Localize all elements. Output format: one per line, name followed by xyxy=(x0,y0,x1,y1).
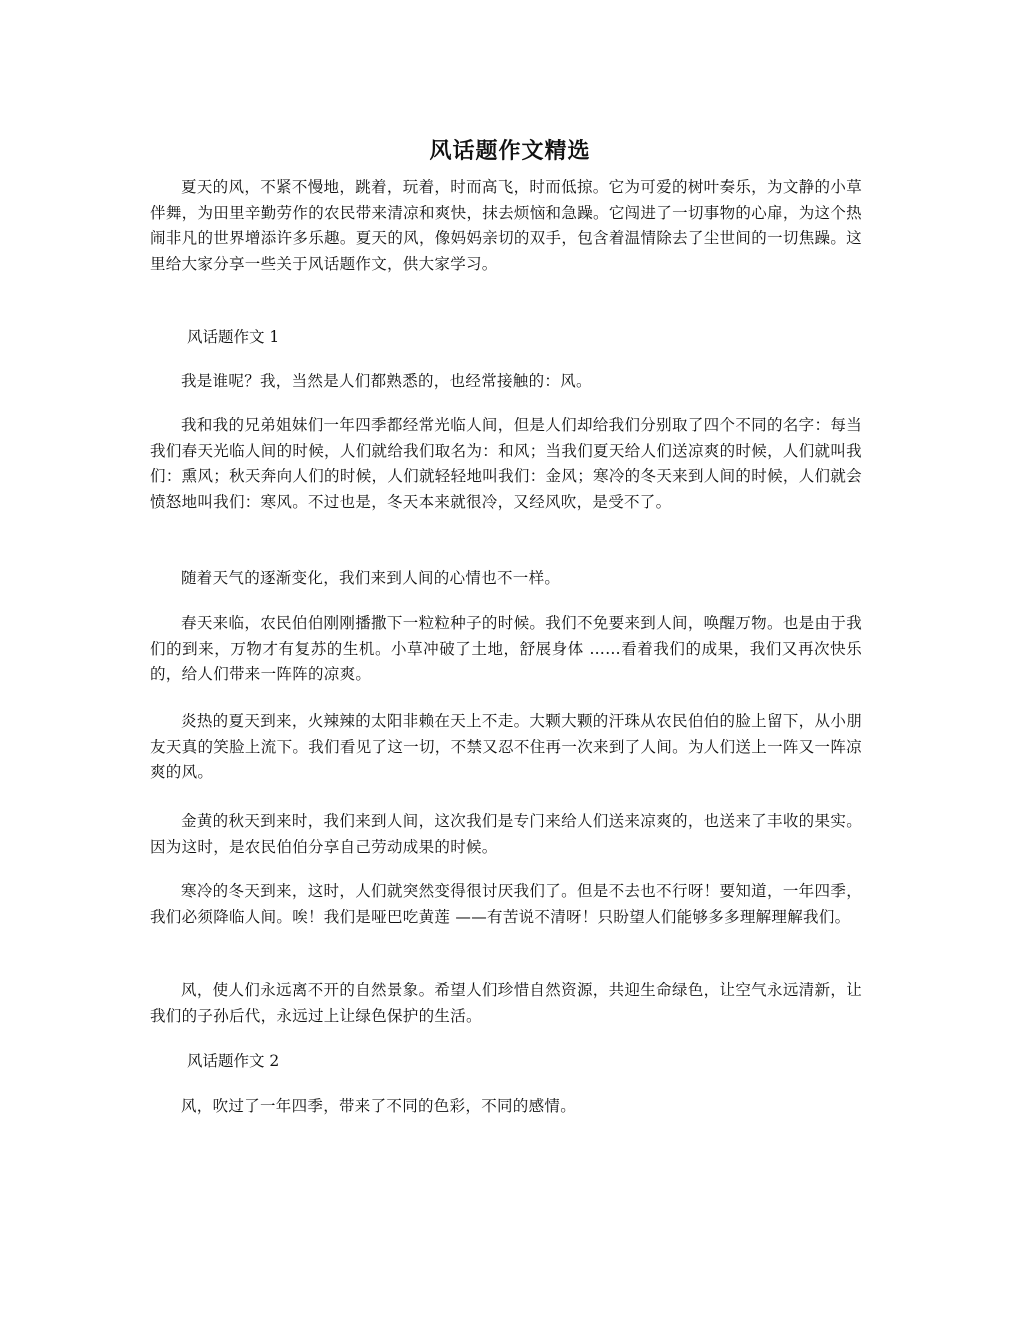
essay-1-paragraph-4: 春天来临，农民伯伯刚刚播撒下一粒粒种子的时候。我们不免要来到人间，唤醒万物。也是由于我们的到来，万物才有复苏的生机。小草冲破了土地，舒展身体 ……看着我们的成果，我们又再次快乐的，给人们带来一阵阵的凉爽。 xyxy=(150,614,862,684)
document-title: 风话题作文精选 xyxy=(429,137,591,164)
essay-2-heading: 风话题作文 2 xyxy=(187,1052,280,1070)
essay-1-paragraph-5: 炎热的夏天到来，火辣辣的太阳非赖在天上不走。大颗大颗的汗珠从农民伯伯的脸上留下，从小朋友天真的笑脸上流下。我们看见了这一切，不禁又忍不住再一次来到了人间。为人们送上一阵又一阵凉爽的风。 xyxy=(150,712,862,782)
essay-2-paragraph-1: 风，吹过了一年四季，带来了不同的色彩，不同的感情。 xyxy=(181,1097,577,1115)
essay-1-heading: 风话题作文 1 xyxy=(187,328,280,346)
essay-1-paragraph-6: 金黄的秋天到来时，我们来到人间，这次我们是专门来给人们送来凉爽的，也送来了丰收的果实。因为这时，是农民伯伯分享自己劳动成果的时候。 xyxy=(150,812,862,856)
essay-1-paragraph-2: 我和我的兄弟姐妹们一年四季都经常光临人间，但是人们却给我们分别取了四个不同的名字：每当我们春天光临人间的时候，人们就给我们取名为：和风；当我们夏天给人们送凉爽的时候，人们就叫我们：熏风；秋天奔向人们的时候，人们就轻轻地叫我们：金风；寒冷的冬天来到人间的时候，人们就会愤怒地叫我们：寒风。不过也是，冬天本来就很冷，又经风吹，是受不了。 xyxy=(150,416,862,512)
essay-1-paragraph-3: 随着天气的逐渐变化，我们来到人间的心情也不一样。 xyxy=(181,569,561,587)
essay-1-paragraph-1: 我是谁呢？我，当然是人们都熟悉的，也经常接触的：风。 xyxy=(181,372,592,390)
essay-1-paragraph-7: 寒冷的冬天到来，这时，人们就突然变得很讨厌我们了。但是不去也不行呀！要知道，一年四季，我们必须降临人间。唉！我们是哑巴吃黄莲 ——有苦说不清呀！只盼望人们能够多多理解理解我们。 xyxy=(150,882,862,926)
essay-1-paragraph-8: 风，使人们永远离不开的自然景象。希望人们珍惜自然资源，共迎生命绿色，让空气永远清新，让我们的子孙后代，永远过上让绿色保护的生活。 xyxy=(150,981,862,1025)
intro-paragraph: 夏天的风，不紧不慢地，跳着，玩着，时而高飞，时而低掠。它为可爱的树叶奏乐，为文静的小草伴舞，为田里辛勤劳作的农民带来清凉和爽快，抹去烦恼和急躁。它闯进了一切事物的心扉，为这个热闹非凡的世界增添许多乐趣。夏天的风，像妈妈亲切的双手，包含着温情除去了尘世间的一切焦躁。这里给大家分享一些关于风话题作文，供大家学习。 xyxy=(150,178,862,274)
